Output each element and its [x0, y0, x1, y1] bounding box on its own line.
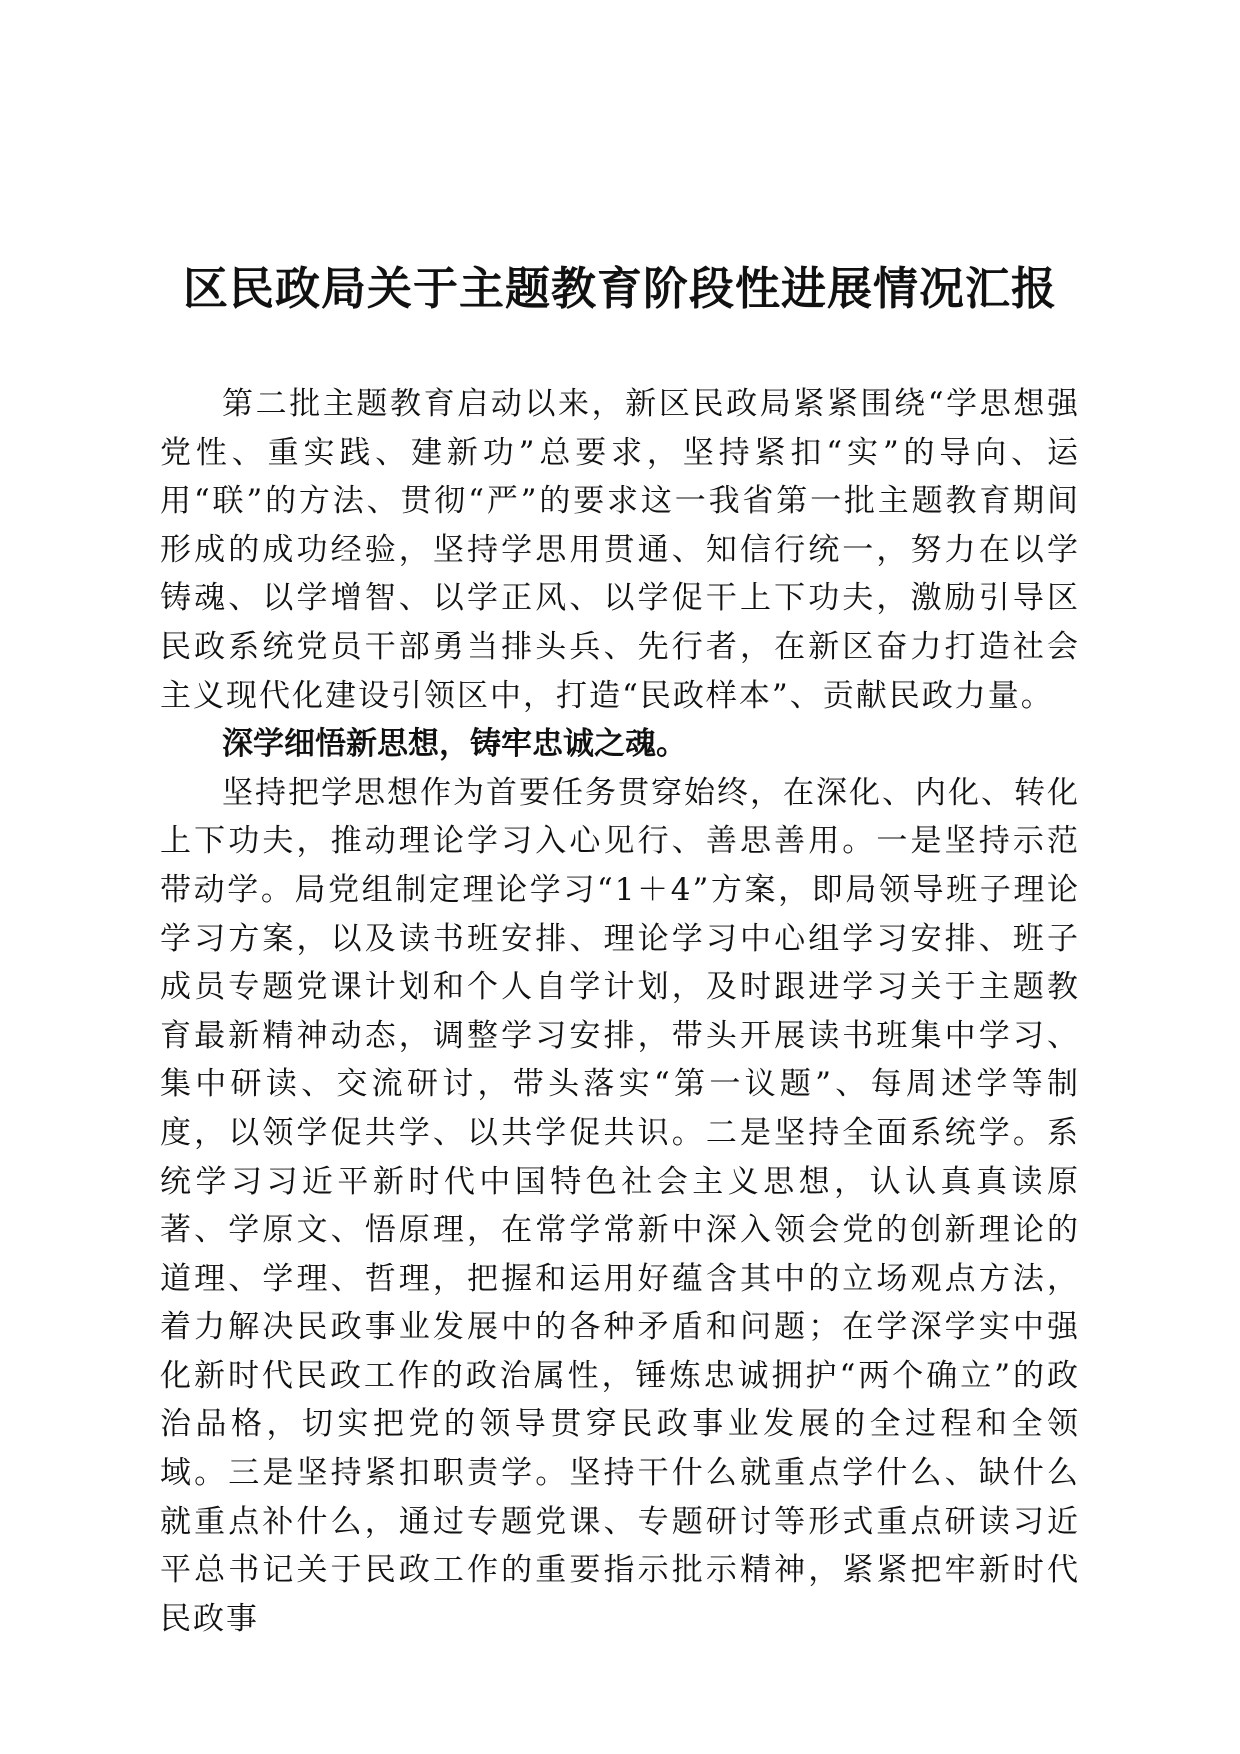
section-paragraph: 坚持把学思想作为首要任务贯穿始终，在深化、内化、转化上下功夫，推动理论学习入心见行、善思善用。一是坚持示范带动学。局党组制定理论学习“1＋4”方案，即局领导班子理论学习方案，以及读书班安排、理论学习中心组学习安排、班子成员专题党课计划和个人自学计划，及时跟进学习关于主题教育最新精神动态，调整学习安排，带头开展读书班集中学习、集中研读、交流研讨，带头落实“第一议题”、每周述学等制度，以领学促共学、以共学促共识。二是坚持全面系统学。系统学习习近平新时代中国特色社会主义思想，认认真真读原著、学原文、悟原理，在常学常新中深入领会党的创新理论的道理、学理、哲理，把握和运用好蕴含其中的立场观点方法，着力解决民政事业发展中的各种矛盾和问题；在学深学实中强化新时代民政工作的政治属性，锤炼忠诚拥护“两个确立”的政治品格，切实把党的领导贯穿民政事业发展的全过程和全领域。三是坚持紧扣职责学。坚持干什么就重点学什么、缺什么就重点补什么，通过专题党课、专题研讨等形式重点研读习近平总书记关于民政工作的重要指示批示精神，紧紧把牢新时代民政事 [160, 774, 1080, 1637]
intro-paragraph: 第二批主题教育启动以来，新区民政局紧紧围绕“学思想强党性、重实践、建新功”总要求，坚持紧扣“实”的导向、运用“联”的方法、贯彻“严”的要求这一我省第一批主题教育期间形成的成功经验，坚持学思用贯通、知信行统一，努力在以学铸魂、以学增智、以学正风、以学促干上下功夫，激励引导区民政系统党员干部勇当排头兵、先行者，在新区奋力打造社会主义现代化建设引领区中，打造“民政样本”、贡献民政力量。 [160, 386, 1080, 714]
document-body [160, 380, 1080, 1643]
section-heading: 深学细悟新思想，铸牢忠诚之魂。 [222, 726, 687, 763]
document-title: 区民政局关于主题教育阶段性进展情况汇报 [182, 262, 1057, 315]
